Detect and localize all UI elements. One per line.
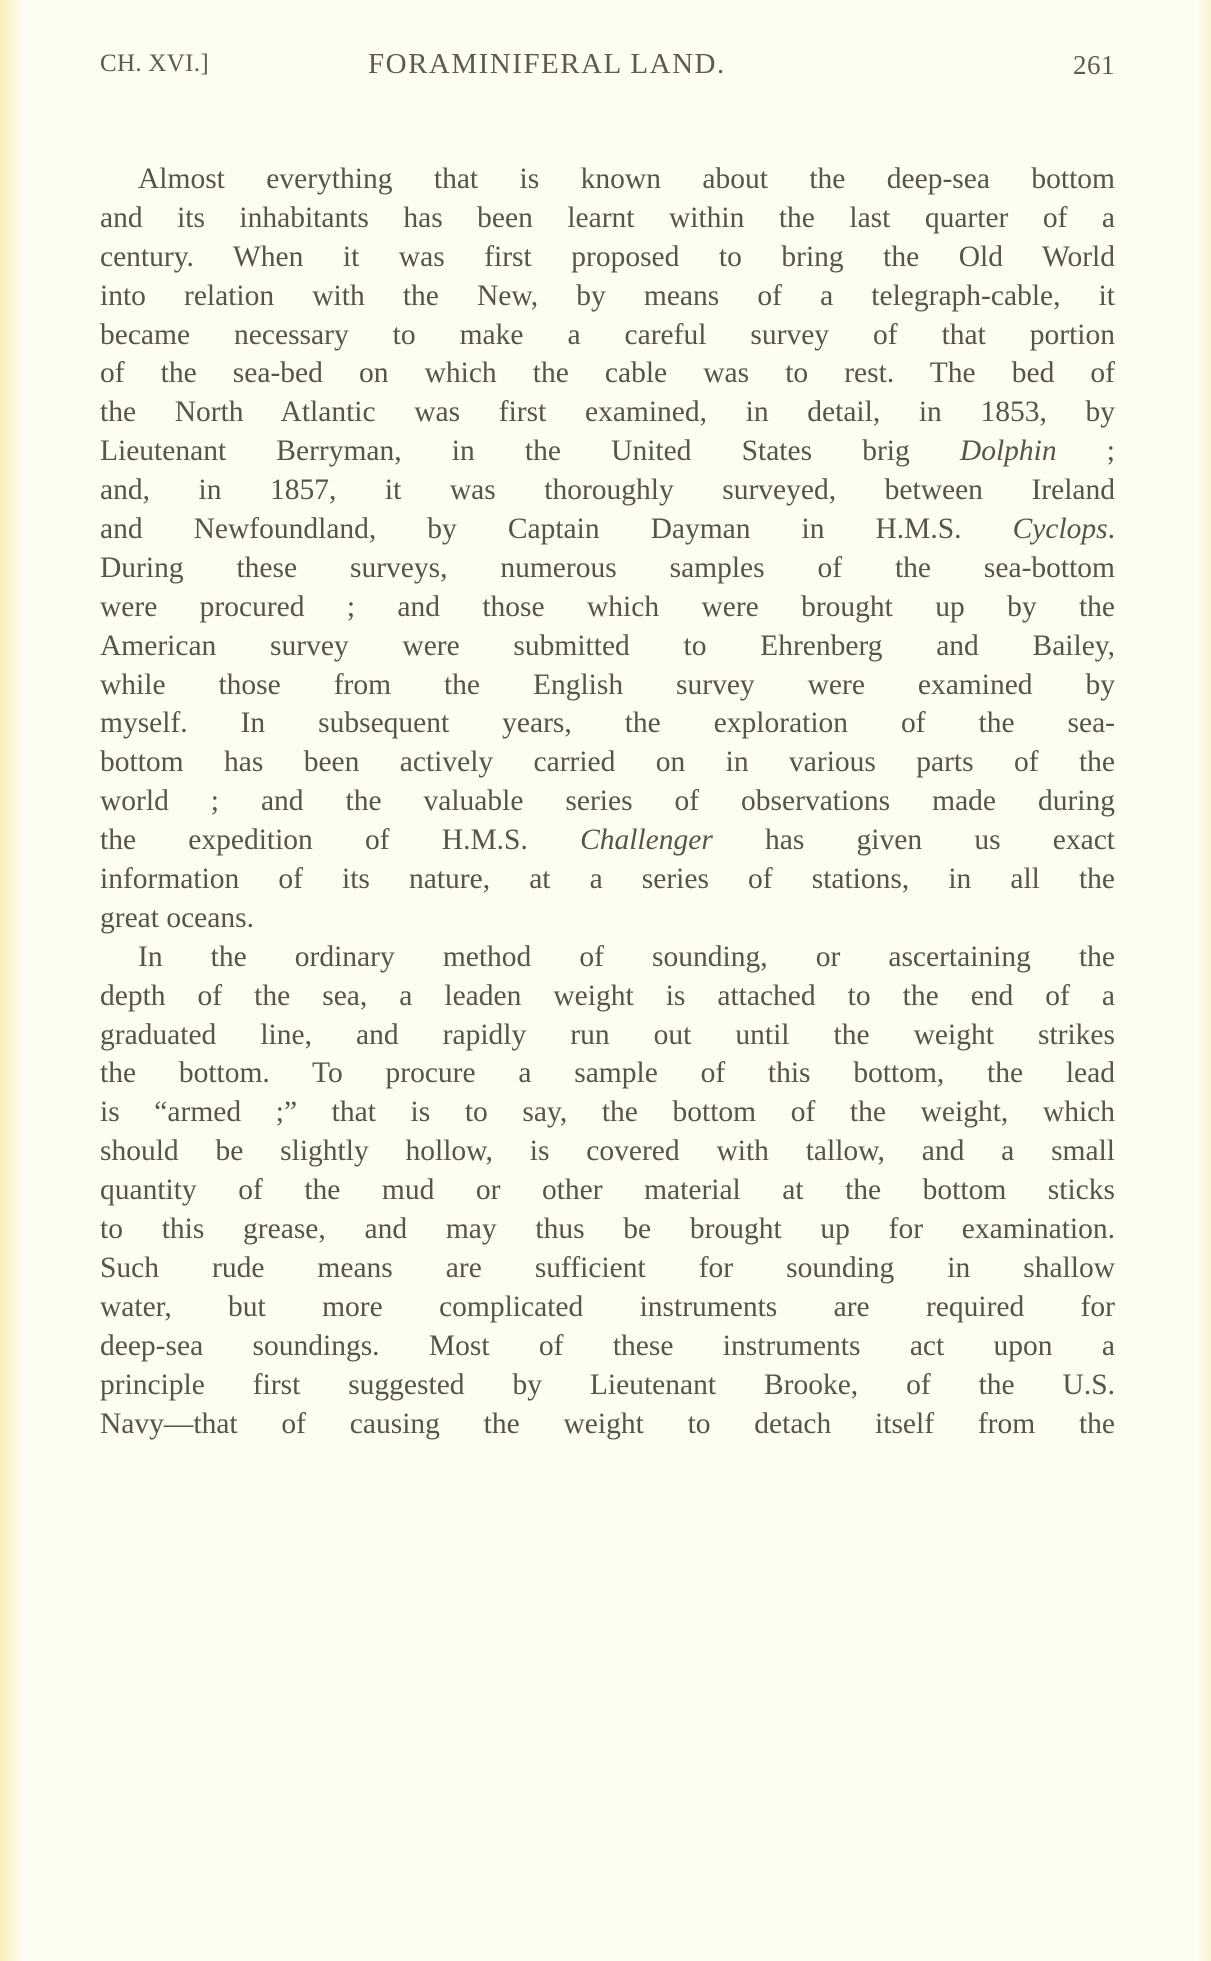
page-edge-left bbox=[0, 0, 22, 1961]
ship-name-dolphin: Dolphin bbox=[959, 435, 1057, 468]
line-text: ; bbox=[1056, 435, 1115, 468]
text-line bbox=[100, 432, 1115, 471]
text-line bbox=[100, 821, 1115, 860]
running-head bbox=[100, 50, 1115, 90]
text-line: deep-sea soundings. Most of these instruments act upon a bbox=[100, 1329, 1115, 1362]
text-line: century. When it was first proposed to bring the Old World bbox=[100, 240, 1115, 273]
text-line: of the sea-bed on which the cable was to rest. The bed of bbox=[100, 357, 1115, 390]
line-text: and Newfoundland, by Captain Dayman in H.M.S. bbox=[100, 513, 1013, 546]
text-line: bottom has been actively carried on in various parts of the bbox=[100, 746, 1115, 779]
text-line: the bottom. To procure a sample of this bottom, the lead bbox=[100, 1057, 1115, 1090]
text-line: became necessary to make a careful survey of that portion bbox=[100, 318, 1115, 351]
ship-name-cyclops: Cyclops bbox=[1012, 513, 1108, 546]
page-title: FORAMINIFERAL LAND. bbox=[368, 48, 726, 80]
text-line: myself. In subsequent years, the exploration of the sea- bbox=[100, 707, 1115, 740]
line-text: Lieutenant Berryman, in the United States brig bbox=[100, 435, 960, 468]
text-line: while those from the English survey were examined by bbox=[100, 668, 1115, 701]
text-line: and, in 1857, it was thoroughly surveyed, between Ireland bbox=[100, 474, 1115, 507]
text-line: quantity of the mud or other material at the bottom sticks bbox=[100, 1174, 1115, 1207]
text-line: world ; and the valuable series of observations made during bbox=[100, 785, 1115, 818]
page-number: 261 bbox=[1073, 50, 1115, 80]
paragraph-1 bbox=[100, 160, 1115, 938]
text-line: were procured ; and those which were brought up by the bbox=[100, 590, 1115, 623]
text-line: graduated line, and rapidly run out until the weight strikes bbox=[100, 1018, 1115, 1051]
text-line: Such rude means are sufficient for sounding in shallow bbox=[100, 1251, 1115, 1284]
line-text: the expedition of H.M.S. bbox=[100, 824, 581, 857]
text-line: is “armed ;” that is to say, the bottom of the weight, which bbox=[100, 1096, 1115, 1129]
text-line: into relation with the New, by means of a telegraph-cable, it bbox=[100, 279, 1115, 312]
text-line: and its inhabitants has been learnt within the last quarter of a bbox=[100, 201, 1115, 234]
text-line: should be slightly hollow, is covered with tallow, and a small bbox=[100, 1135, 1115, 1168]
body-text bbox=[100, 160, 1115, 1443]
text-line: During these surveys, numerous samples of the sea-bottom bbox=[100, 551, 1115, 584]
text-line: Navy—that of causing the weight to detach itself from the bbox=[100, 1407, 1115, 1440]
text-line: American survey were submitted to Ehrenberg and Bailey, bbox=[100, 629, 1115, 662]
text-line: great oceans. bbox=[100, 901, 254, 934]
chapter-label: CH. XVI.] bbox=[100, 50, 209, 77]
text-line: information of its nature, at a series of stations, in all the bbox=[100, 863, 1115, 896]
ship-name-challenger: Challenger bbox=[580, 824, 713, 857]
text-line: Almost everything that is known about the deep-sea bottom bbox=[138, 163, 1115, 195]
text-line: to this grease, and may thus be brought up for examination. bbox=[100, 1213, 1115, 1246]
paragraph-2 bbox=[100, 938, 1115, 1444]
line-text: . bbox=[1107, 513, 1115, 546]
text-line: the North Atlantic was first examined, in detail, in 1853, by bbox=[100, 396, 1115, 429]
page-edge-right bbox=[1197, 0, 1211, 1961]
text-line: depth of the sea, a leaden weight is attached to the end of a bbox=[100, 979, 1115, 1012]
text-line: water, but more complicated instruments are required for bbox=[100, 1290, 1115, 1323]
text-line: In the ordinary method of sounding, or ascertaining the bbox=[138, 940, 1115, 973]
line-text: has given us exact bbox=[712, 824, 1115, 857]
text-line: principle first suggested by Lieutenant Brooke, of the U.S. bbox=[100, 1368, 1115, 1401]
text-line bbox=[100, 510, 1115, 549]
